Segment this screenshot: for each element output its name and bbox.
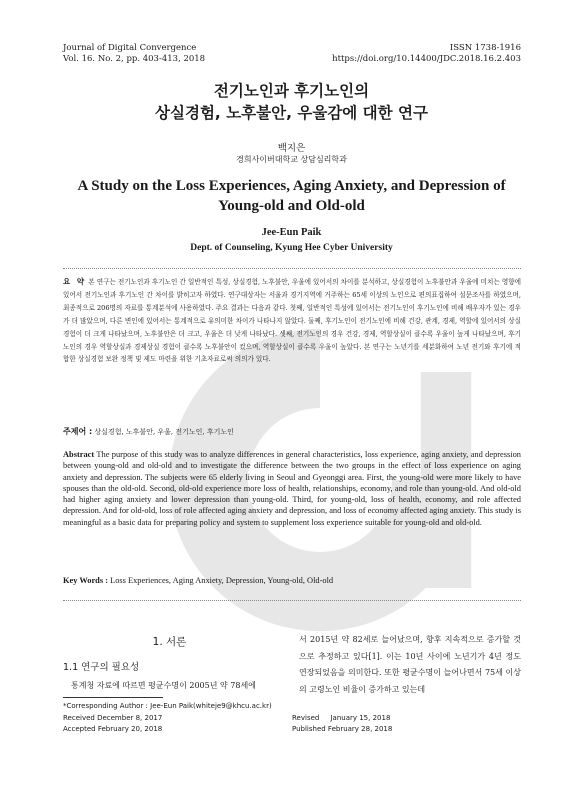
body-text-right: 서 2015년 약 82세로 늘어났으며, 향후 지속적으로 증가할 것으로 추정하고 있다[1]. 이는 10년 사이에 노년기가 4년 정도 연장되었음을 의미한다. 또한 평균수명이 늘어나면서 75세 이상의 고령노인 비율이 증가하고 있는데	[299, 635, 521, 694]
published-date: Published February 28, 2018	[292, 725, 393, 733]
received-date: Received December 8, 2017	[63, 714, 163, 722]
footnote-rule	[63, 697, 163, 698]
subsection-title: 1.1 연구의 필요성	[63, 662, 140, 673]
journal-header-right	[332, 43, 521, 65]
korean-title-line-1: 전기노인과 후기노인의	[213, 82, 370, 100]
korean-affiliation: 경희사이버대학교 상담심리학과	[236, 155, 347, 164]
english-abstract-text: The purpose of this study was to analyze differences in general characteristics, loss experience, aging anxiety, and depression between young-old and old-old and to investigate the difference between the two groups in the effect of loss experience on aging anxiety and depression. The subjects were 65 elderly living in Seoul and Gyeonggi area. First, the young-old were more likely to have spouses than the old-old. Second, old-old experience more loss of health, relationships, economy, and role than young-old. And old-old had higher aging anxiety and lower depression than young-old. Third, for young-old, loss of health, economy, and role affected depression. And for old-old, loss of role affected aging anxiety and depression, and loss of economy affected aging anxiety. This study is meaningful as a basic data for preparing policy and system to supplement loss experience suitable for young-old and old-old.	[63, 450, 521, 527]
english-title	[0, 176, 583, 216]
body-text-left: 통계청 자료에 따르면 평균수명이 2005년 약 78세에	[71, 681, 256, 690]
corresponding-author: *Corresponding Author : Jee-Eun Paik(whiteje9@khcu.ac.kr)	[63, 702, 272, 710]
english-keywords	[63, 576, 521, 585]
korean-author: 백지은	[277, 143, 306, 154]
english-keywords-text: Loss Experiences, Aging Anxiety, Depression, Young-old, Old-old	[110, 576, 334, 585]
korean-keywords-label: 주제어 :	[63, 427, 93, 436]
korean-abstract-text: 본 연구는 전기노인과 후기노인 간 일반적인 특성, 상실경험, 노후불안, 우울에 있어서의 차이를 분석하고, 상실경험이 노후불안과 우울에 미치는 영향에 있어서 전기노인과 후기노인 간 차이를 밝히고자 하였다. 연구대상자는 서울과 경기지역에 거주하는 65세 이상의 노인으로 편의표집하여 설문조사를 하였으며, 최종적으로 206명의 자료를 통계분석에 사용하였다. 주요 결과는 다음과 같다. 첫째, 일반적인 특성에 있어서는 전기노인이 후기노인에 비해 배우자가 있는 경우가 더 많았으며, 다른 변인에 있어서는 통계적으로 유의미한 차이가 나타나지 않았다. 둘째, 후기노인이 전기노인에 비해 건강, 관계, 경제, 역할에 있어서의 상실경험이 더 크게 나타났으며, 노후불안은 더 크고, 우울은 더 낮게 나타났다. 셋째, 전기노인의 경우 건강, 경제, 역할상실이 클수록 우울이 높게 나타났으며, 후기노인의 경우 역할상실과 경제상실 경험이 클수록 노후불안이 컸으며, 역할상실이 클수록 우울이 높았다. 본 연구는 노년기를 세분화하여 노년 전기와 후기에 적합한 상실경험 보완 정책 및 제도 마련을 위한 기초자료로써 의의가 있다.	[63, 278, 521, 364]
divider-top	[63, 268, 521, 269]
english-abstract	[63, 449, 521, 528]
english-title-line-1: A Study on the Loss Experiences, Aging Anxiety, and Depression of	[77, 178, 506, 194]
journal-issn: ISSN 1738-1916	[449, 43, 521, 53]
korean-keywords	[63, 426, 521, 437]
section-title: 1. 서론	[152, 636, 187, 648]
english-title-line-2: Young-old and Old-old	[218, 198, 365, 214]
korean-title	[0, 80, 583, 124]
doi-link[interactable]: https://doi.org/10.14400/JDC.2018.16.2.403	[332, 54, 521, 64]
english-keywords-label: Key Words :	[63, 576, 108, 585]
journal-header-left	[63, 43, 205, 65]
accepted-date: Accepted February 20, 2018	[63, 725, 163, 733]
journal-volume: Vol. 16. No. 2, pp. 403-413, 2018	[63, 54, 206, 64]
divider-bottom	[63, 600, 521, 601]
korean-abstract-label: 요 약	[63, 277, 87, 286]
korean-abstract	[63, 276, 521, 366]
revised-date: Revised January 15, 2018	[292, 714, 391, 722]
korean-keywords-text: 상실경험, 노후불안, 우울, 전기노인, 후기노인	[94, 428, 234, 436]
english-author: Jee-Eun Paik	[261, 227, 322, 238]
english-abstract-label: Abstract	[63, 450, 95, 459]
journal-name: Journal of Digital Convergence	[63, 43, 197, 53]
english-affiliation: Dept. of Counseling, Kyung Hee Cyber University	[190, 243, 393, 253]
korean-title-line-2: 상실경험, 노후불안, 우울감에 대한 연구	[155, 104, 428, 122]
